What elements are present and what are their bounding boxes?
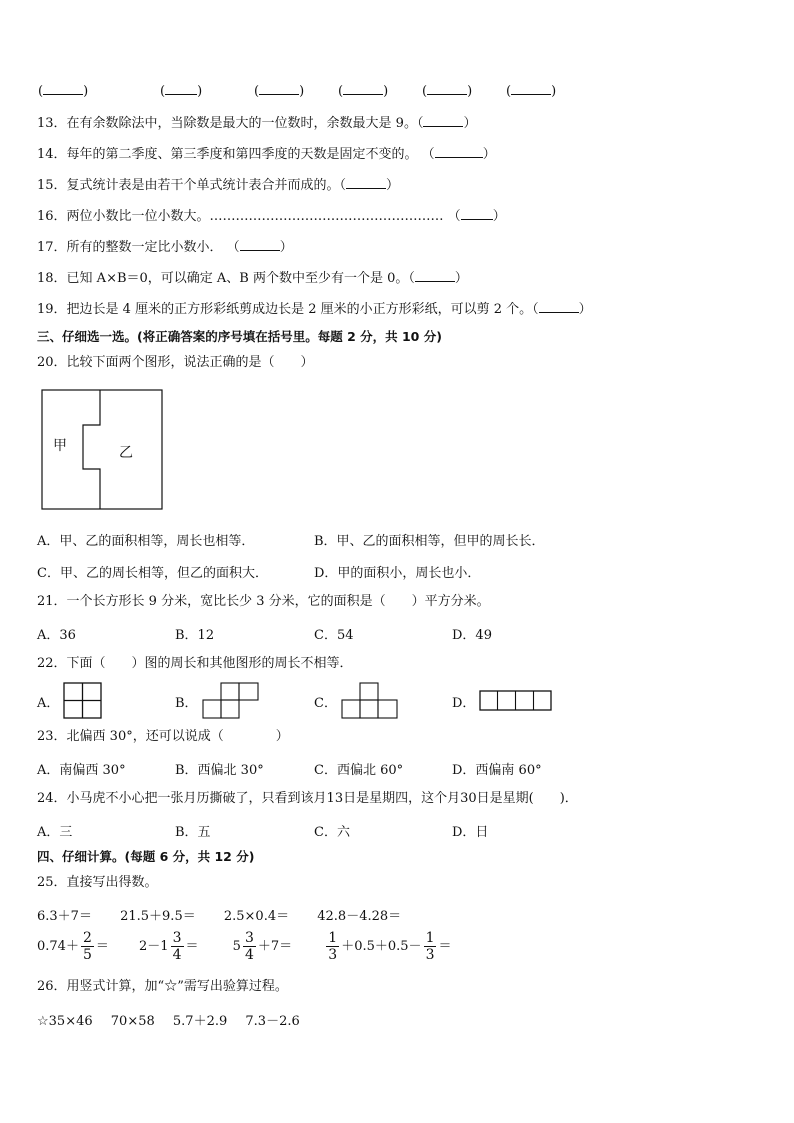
q24-option-c[interactable]: C．六 — [314, 825, 350, 840]
dividing-line — [83, 390, 100, 509]
q20-option-b[interactable]: B．甲、乙的面积相等，但甲的周长长． — [314, 534, 545, 549]
answer-blank[interactable] — [240, 238, 280, 251]
answer-blank[interactable]: ( ) — [160, 84, 203, 99]
question-25: 25．直接写出得数。 — [37, 875, 158, 890]
calc-item: 0.74＋ $\frac{2}{5}$ ＝ — [37, 930, 109, 963]
fraction: $\frac{1}{3}$ — [328, 930, 338, 963]
calc-item: 70×58 — [110, 1014, 155, 1029]
q20-option-d[interactable]: D．甲的面积小，周长也小． — [314, 566, 481, 581]
q20-option-a[interactable]: A．甲、乙的面积相等，周长也相等． — [37, 534, 255, 549]
answer-blank[interactable] — [539, 300, 579, 313]
calc-item: 42.8－4.28＝ — [317, 909, 402, 924]
question-16: 16．两位小数比一位小数大。……………………………………………… （ ） — [37, 209, 506, 224]
answer-blank[interactable]: ( ) — [338, 84, 389, 99]
question-14: 14．每年的第二季度、第三季度和第四季度的天数是固定不变的。 （ ） — [37, 147, 496, 162]
q22-figure-c — [341, 682, 399, 720]
answer-blank[interactable] — [435, 145, 483, 158]
question-24: 24．小马虎不小心把一张月历撕破了，只看到该月13日是星期四，这个月30日是星期( )． — [37, 791, 578, 806]
calc-item: $\frac{1}{3}$ ＋0.5＋0.5－ $\frac{1}{3}$ ＝ — [328, 930, 452, 963]
fraction: $\frac{1}{3}$ — [425, 930, 435, 963]
q23-option-b[interactable]: B．西偏北 30° — [175, 763, 264, 778]
fraction: $\frac{3}{4}$ — [172, 930, 182, 963]
q22-figure-d — [479, 690, 553, 712]
question-13: 13．在有余数除法中，当除数是最大的一位数时，余数最大是 9。（ ） — [37, 116, 477, 131]
q23-option-c[interactable]: C．西偏北 60° — [314, 763, 404, 778]
region-label-jia: 甲 — [53, 438, 67, 454]
question-26: 26．用竖式计算，加“☆”需写出验算过程。 — [37, 979, 288, 994]
question-23: 23．北偏西 30°，还可以说成（ ） — [37, 729, 289, 744]
question-17: 17．所有的整数一定比小数小． （ ） — [37, 240, 293, 255]
q25-row-1 — [37, 905, 425, 924]
q22-option-d[interactable]: D． — [452, 696, 476, 711]
answer-blank[interactable]: ( ) — [254, 84, 305, 99]
calc-item: 2.5×0.4＝ — [223, 909, 290, 924]
answer-blank[interactable] — [346, 176, 386, 189]
q24-option-b[interactable]: B．五 — [175, 825, 211, 840]
q21-option-d[interactable]: D．49 — [452, 628, 492, 643]
question-15: 15．复式统计表是由若干个单式统计表合并而成的。（ ） — [37, 178, 400, 193]
calc-item: 6.3＋7＝ — [37, 909, 92, 924]
fraction: $\frac{2}{5}$ — [82, 930, 92, 963]
calc-item: 5.7＋2.9 — [172, 1014, 228, 1029]
q24-option-d[interactable]: D．日 — [452, 825, 489, 840]
question-22: 22．下面（ ）图的周长和其他图形的周长不相等． — [37, 656, 353, 671]
question-19: 19．把边长是 4 厘米的正方形彩纸剪成边长是 2 厘米的小正方形彩纸，可以剪 2 个。（ ） — [37, 302, 592, 317]
q22-option-c[interactable]: C． — [314, 696, 337, 711]
section-4-title: 四、仔细计算。(每题 6 分，共 12 分) — [37, 849, 255, 864]
region-label-yi: 乙 — [119, 445, 133, 461]
question-21: 21．一个长方形长 9 分米，宽比长少 3 分米，它的面积是（ ）平方分米。 — [37, 594, 490, 609]
q26-items — [37, 1010, 324, 1029]
q21-option-a[interactable]: A．36 — [37, 628, 76, 643]
q23-option-a[interactable]: A．南偏西 30° — [37, 763, 126, 778]
q21-option-b[interactable]: B．12 — [175, 628, 215, 643]
q20-option-c[interactable]: C．甲、乙的周长相等，但乙的面积大． — [37, 566, 268, 581]
question-20: 20．比较下面两个图形，说法正确的是（ ） — [37, 355, 314, 370]
answer-blank[interactable]: ( ) — [38, 84, 89, 99]
calc-item: 21.5＋9.5＝ — [120, 909, 196, 924]
answer-blank[interactable] — [461, 207, 493, 220]
q21-option-c[interactable]: C．54 — [314, 628, 354, 643]
answer-blank[interactable]: ( ) — [422, 84, 473, 99]
answer-blank[interactable] — [423, 114, 463, 127]
answer-blank[interactable] — [415, 269, 455, 282]
q22-option-a[interactable]: A． — [37, 696, 60, 711]
answer-blank[interactable]: ( ) — [506, 84, 557, 99]
q24-option-a[interactable]: A．三 — [37, 825, 73, 840]
calc-item: 7.3－2.6 — [245, 1014, 300, 1029]
q23-option-d[interactable]: D．西偏南 60° — [452, 763, 542, 778]
calc-item: ☆35×46 — [37, 1014, 93, 1029]
q22-figure-a — [63, 682, 103, 720]
q25-row-2 — [37, 930, 476, 963]
q22-option-b[interactable]: B． — [175, 696, 198, 711]
section-3-title: 三、仔细选一选。(将正确答案的序号填在括号里。每题 2 分，共 10 分) — [37, 329, 442, 344]
calc-item: 5 $\frac{3}{4}$ ＋7＝ — [232, 930, 293, 963]
fraction: $\frac{3}{4}$ — [244, 930, 254, 963]
q22-figure-b — [202, 682, 260, 720]
question-18: 18．已知 A×B＝0，可以确定 A、B 两个数中至少有一个是 0。（ ） — [37, 271, 468, 286]
calc-item: 2－1 $\frac{3}{4}$ ＝ — [139, 930, 199, 963]
